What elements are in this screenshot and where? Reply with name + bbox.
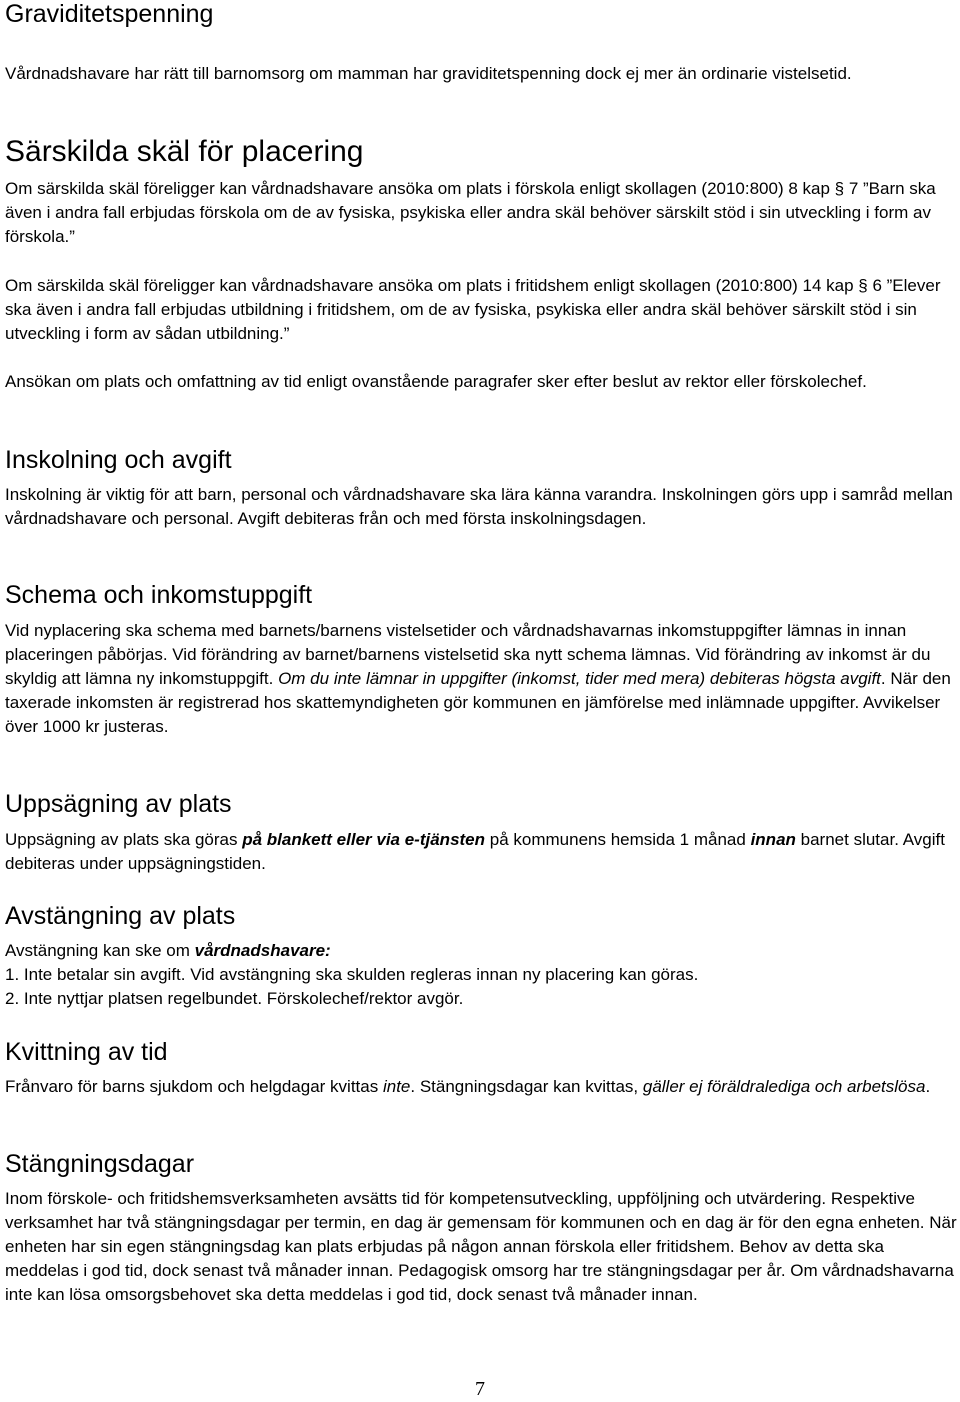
page-number: 7	[475, 1378, 485, 1400]
heading-kvittning: Kvittning av tid	[5, 1038, 168, 1066]
heading-uppsagning: Uppsägning av plats	[5, 790, 232, 818]
uppsagning-text-a: Uppsägning av plats ska göras	[5, 830, 243, 849]
paragraph-graviditetspenning: Vårdnadshavare har rätt till barnomsorg om mamman har graviditetspenning dock ej mer än ordinarie vistelsetid.	[5, 64, 852, 83]
paragraph-placering-forskola: Om särskilda skäl föreligger kan vårdnadshavare ansöka om plats i förskola enligt skollagen (2010:800) 8 kap § 7 ”Barn ska även i andra fall erbjudas förskola om de av fysiska, psykiska eller andra skäl behöver särskilt stöd i sin utveckling i form av förskola.”	[5, 179, 936, 246]
kvittning-text-i2: gäller ej föräldralediga och arbetslösa	[642, 1077, 926, 1096]
paragraph-placering-fritidshem: Om särskilda skäl föreligger kan vårdnadshavare ansöka om plats i fritidshem enligt skollagen (2010:800) 14 kap § 6 ”Elever ska även i andra fall erbjudas utbildning i fritidshem, om de av fysiska, psykiska eller andra skäl behöver särskilt stöd i sin utveckling i form av sådan utbildning.”	[5, 276, 941, 343]
kvittning-text-b: . Stängningsdagar kan kvittas,	[410, 1077, 643, 1096]
uppsagning-text-c: barnet slutar. Avgift debiteras under uppsägningstiden.	[5, 830, 945, 873]
paragraph-inskolning: Inskolning är viktig för att barn, personal och vårdnadshavare ska lära känna varandra. Inskolningen görs upp i samråd mellan vårdnadshavare och personal. Avgift debiteras från och med första inskolningsdagen.	[5, 485, 953, 528]
avstangning-item-2: 2. Inte nyttjar platsen regelbundet. Förskolechef/rektor avgör.	[5, 989, 464, 1008]
avstangning-intro-text: Avstängning kan ske om	[5, 941, 195, 960]
paragraph-schema	[5, 619, 955, 739]
heading-avstangning: Avstängning av plats	[5, 902, 236, 930]
kvittning-text-c: .	[925, 1077, 931, 1096]
uppsagning-text-bi3: innan	[750, 830, 796, 849]
heading-inskolning: Inskolning och avgift	[5, 446, 232, 474]
avstangning-item-1: 1. Inte betalar sin avgift. Vid avstängning ska skulden regleras innan ny placering kan göras.	[5, 965, 699, 984]
heading-schema: Schema och inkomstuppgift	[5, 581, 313, 609]
paragraph-uppsagning	[5, 828, 955, 876]
schema-text-b: . När den taxerade inkomsten är registrerad hos skattemyndigheten gör kommunen en jämförelse med inlämnade uppgifter. Avvikelser över 1000 kr justeras.	[5, 669, 951, 736]
avstangning-intro-bold: vårdnadshavare:	[194, 941, 331, 960]
kvittning-text-i1: inte	[382, 1077, 411, 1096]
uppsagning-text-bi1: på	[242, 830, 263, 849]
schema-text-italic: Om du inte lämnar in uppgifter (inkomst, tider med mera) debiteras högsta avgift	[278, 669, 881, 688]
paragraph-stangningsdagar: Inom förskole- och fritidshemsverksamheten avsätts tid för kompetensutveckling, uppföljning och utvärdering. Respektive verksamhet har två stängningsdagar per termin, en dag är gemensam för kommunen och en dag är för den egna enheten. När enheten har sin egen stängningsdag kan plats erbjudas på någon annan förskola eller fritidshem. Behov av detta ska meddelas i god tid, dock senast två månader innan. Pedagogisk omsorg har tre stängningsdagar per år. Om vårdnadshavarna inte kan lösa omsorgsbehovet ska detta meddelas i god tid, dock senast två månader innan.	[5, 1189, 957, 1304]
paragraph-kvittning	[5, 1075, 955, 1099]
kvittning-text-a: Frånvaro för barns sjukdom och helgdagar kvittas	[5, 1077, 383, 1096]
uppsagning-text-b: på kommunens hemsida 1 månad	[485, 830, 751, 849]
uppsagning-text-bi2: blankett eller via e-tjänsten	[266, 830, 486, 849]
schema-text-a: Vid nyplacering ska schema med barnets/barnens vistelsetider och vårdnadshavarnas inkomstuppgifter lämnas in innan placeringen påbörjas. Vid förändring av barnet/barnens vistelsetid ska nytt schema lämnas. Vid förändring av inkomst är du skyldig att lämna ny inkomstuppgift.	[5, 621, 931, 688]
heading-stangningsdagar: Stängningsdagar	[5, 1150, 195, 1178]
paragraph-ansokan: Ansökan om plats och omfattning av tid enligt ovanstående paragrafer sker efter beslut av rektor eller förskolechef.	[5, 372, 867, 391]
heading-sarskilda-skal: Särskilda skäl för placering	[5, 135, 364, 168]
paragraph-avstangning-intro	[5, 939, 955, 963]
heading-graviditetspenning: Graviditetspenning	[5, 0, 214, 28]
